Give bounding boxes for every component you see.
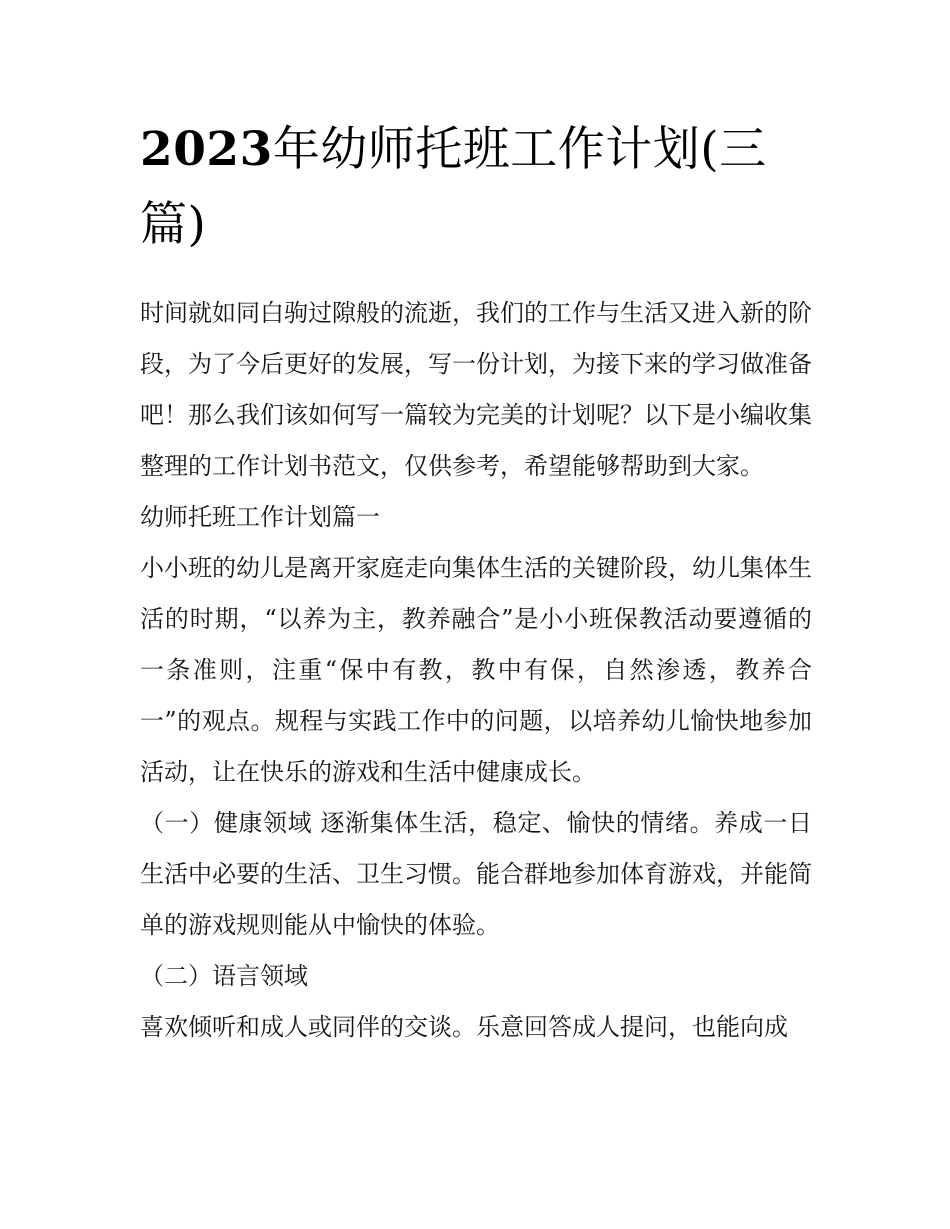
document-title bbox=[140, 112, 812, 262]
section-heading: 幼师托班工作计划篇一 bbox=[140, 503, 380, 531]
language-domain-paragraph: 喜欢倾听和成人或同伴的交谈。乐意回答成人提问，也能向成 bbox=[140, 1013, 788, 1041]
language-domain-heading: （二）语言领域 bbox=[140, 962, 308, 990]
document-content bbox=[140, 112, 812, 1053]
health-domain-paragraph: （一）健康领域 逐渐集体生活，稳定、愉快的情绪。养成一日生活中必要的生活、卫生习惯。能合群地参加体育游戏，并能简单的游戏规则能从中愉快的体验。 bbox=[140, 809, 812, 939]
title-year: 2023 bbox=[140, 122, 273, 177]
intro-paragraph: 时间就如同白驹过隙般的流逝，我们的工作与生活又进入新的阶段，为了今后更好的发展，写一份计划，为接下来的学习做准备吧！那么我们该如何写一篇较为完美的计划呢？以下是小编收集整理的工作计划书范文，仅供参考，希望能够帮助到大家。 bbox=[140, 299, 812, 480]
title-text: 年幼师托班工作计划(三篇) bbox=[140, 122, 767, 252]
body-paragraph: 小小班的幼儿是离开家庭走向集体生活的关键阶段，幼儿集体生活的时期，“以养为主，教养融合”是小小班保教活动要遵循的一条准则，注重“保中有教，教中有保，自然渗透，教养合一”的观点。规程与实践工作中的问题，以培养幼儿愉快地参加活动，让在快乐的游戏和生活中健康成长。 bbox=[140, 554, 812, 786]
